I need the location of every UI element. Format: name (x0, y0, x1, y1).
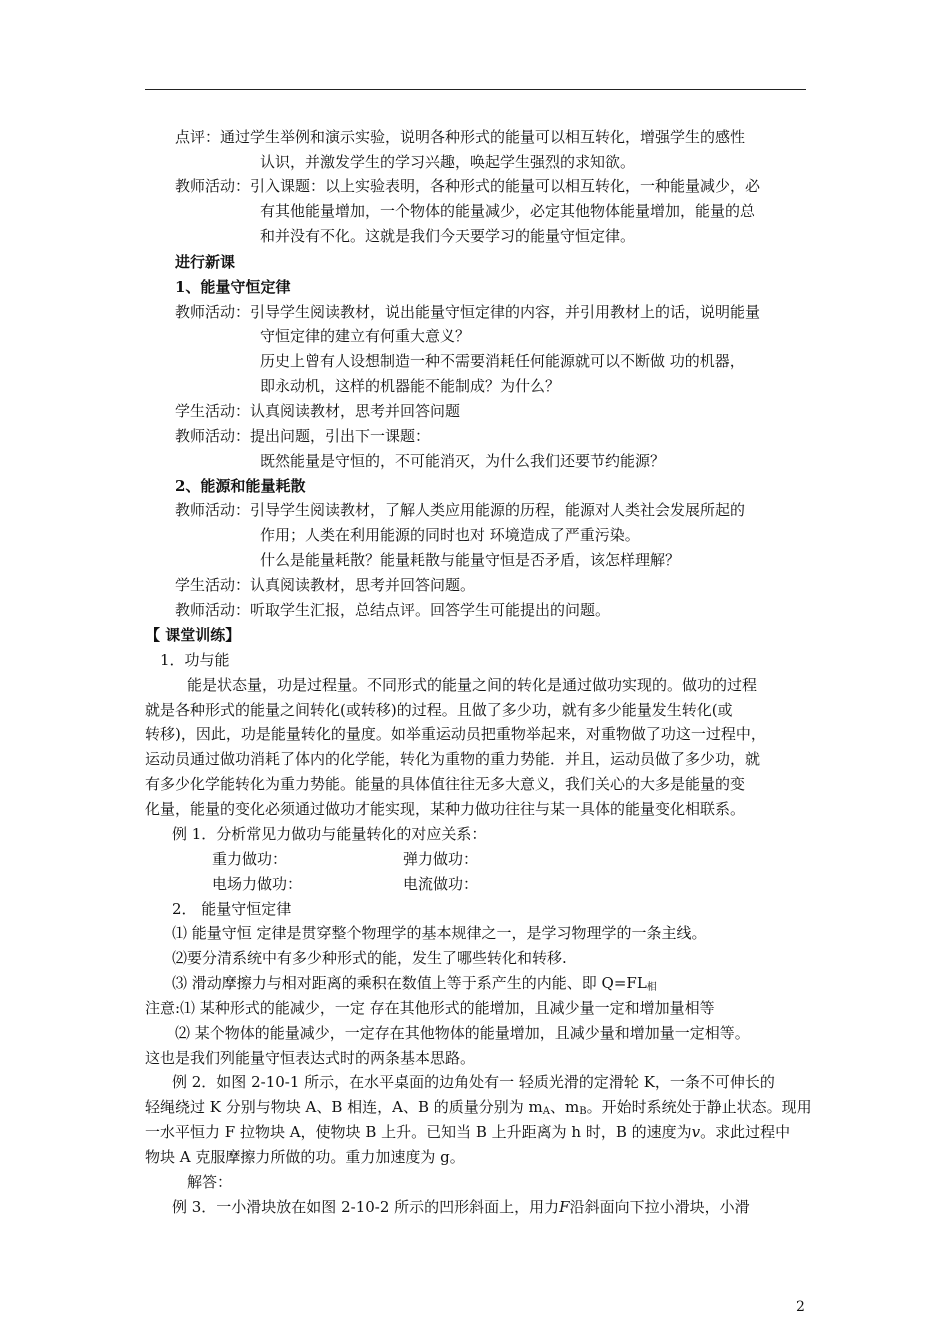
s2-teacher-line-1: 教师活动：引导学生阅读教材，了解人类应用能源的历程，能源对人类社会发展所起的 (175, 501, 746, 519)
header-rule (145, 89, 806, 90)
s2-teacher2-line: 教师活动：听取学生汇报，总结点评。回答学生可能提出的问题。 (175, 601, 611, 619)
s1-teacher2-line-1: 教师活动：提出问题，引出下一课题： (175, 427, 431, 445)
s1-teacher-line-2: 守恒定律的建立有何重大意义？ (260, 327, 471, 345)
s1-teacher-line-3: 历史上曾有人设想制造一种不需要消耗任何能源就可以不断做 功的机器， (260, 352, 745, 370)
example-2-line-3: 一水平恒力 F 拉物块 A，使物块 B 上升。已知当 B 上升距离为 h 时，B 的速度为v。求此过程中 (145, 1123, 791, 1141)
new-lesson-heading: 进行新课 (175, 253, 236, 271)
s1-teacher-line-1: 教师活动：引导学生阅读教材，说出能量守恒定律的内容，并引用教材上的话，说明能量 (175, 303, 761, 321)
example-1-elastic: 弹力做功： (403, 850, 479, 868)
p1-line-6: 化量，能量的变化必须通过做功才能实现，某种力做功往往与某一具体的能量变化相联系。 (145, 800, 746, 818)
example-1-gravity: 重力做功： (212, 850, 288, 868)
p2-title: 2． 能量守恒定律 (172, 900, 292, 918)
example-1-electric-field: 电场力做功： (212, 875, 303, 893)
section-2-heading: 2、能源和能量耗散 (175, 477, 306, 495)
review-line-2: 认识，并激发学生的学习兴趣，唤起学生强烈的求知欲。 (260, 153, 636, 171)
p1-line-4: 运动员通过做功消耗了体内的化学能，转化为重物的重力势能．并且，运动员做了多少功，就 (145, 750, 761, 768)
intro-line-1: 教师活动：引入课题：以上实验表明，各种形式的能量可以相互转化，一种能量减少，必 (175, 177, 761, 195)
section-1-heading: 1、能量守恒定律 (175, 278, 291, 296)
note-line-3: 这也是我们列能量守恒表达式时的两条基本思路。 (145, 1049, 476, 1067)
intro-line-2: 有其他能量增加，一个物体的能量减少，必定其他物体能量增加，能量的总 (260, 202, 756, 220)
example-3-line-1: 例 3．一小滑块放在如图 2-10-2 所示的凹形斜面上，用力F沿斜面向下拉小滑块，小滑 (172, 1198, 750, 1216)
s1-teacher-line-4: 即永动机，这样的机器能不能制成？为什么？ (260, 377, 561, 395)
example-2-line-1: 例 2．如图 2-10-1 所示，在水平桌面的边角处有一 轻质光滑的定滑轮 K，一条不可伸长的 (172, 1073, 775, 1091)
p2-item-2: ⑵要分清系统中有多少种形式的能，发生了哪些转化和转移. (172, 949, 567, 967)
p1-line-1: 能是状态量，功是过程量。不同形式的能量之间的转化是通过做功实现的。做功的过程 (187, 676, 758, 694)
p2-item-3: ⑶ 滑动摩擦力与相对距离的乘积在数值上等于系产生的内能、即 $Q=FL_相$ (172, 974, 657, 993)
example-2-line-2: 轻绳绕过 K 分别与物块 A、B 相连，A、B 的质量分别为 $m_A$、$m_B$。开始时系统处于静止状态。现用 (145, 1098, 812, 1117)
note-line-2: ⑵ 某个物体的能量减少，一定存在其他物体的能量增加，且减少量和增加量一定相等。 (175, 1024, 750, 1042)
example-2-line-4: 物块 A 克服摩擦力所做的功。重力加速度为 g。 (145, 1148, 465, 1166)
page-number: 2 (796, 1299, 805, 1315)
s1-student-line: 学生活动：认真阅读教材，思考并回答问题 (175, 402, 461, 420)
review-line-1: 点评：通过学生举例和演示实验，说明各种形式的能量可以相互转化，增强学生的感性 (175, 128, 746, 146)
training-heading: 【 课堂训练】 (145, 626, 241, 644)
p1-line-2: 就是各种形式的能量之间转化(或转移)的过程。且做了多少功，就有多少能量发生转化(或 (145, 701, 733, 719)
note-line-1: 注意:⑴ 某种形式的能减少，一定 存在其他形式的能增加，且减少量一定和增加量相等 (145, 999, 715, 1017)
s2-teacher-line-3: 什么是能量耗散？能量耗散与能量守恒是否矛盾，该怎样理解？ (260, 551, 681, 569)
p1-line-5: 有多少化学能转化为重力势能。能量的具体值往往无多大意义，我们关心的大多是能量的变 (145, 775, 746, 793)
answer-label: 解答： (187, 1173, 233, 1191)
s1-teacher2-line-2: 既然能量是守恒的，不可能消灭，为什么我们还要节约能源？ (260, 452, 666, 470)
p1-line-3: 转移)，因此，功是能量转化的量度。如举重运动员把重物举起来，对重物做了功这一过程中， (145, 725, 766, 743)
p1-title: 1．功与能 (160, 651, 230, 669)
example-1: 例 1．分析常见力做功与能量转化的对应关系： (172, 825, 487, 843)
example-1-current: 电流做功： (403, 875, 479, 893)
s2-student-line: 学生活动：认真阅读教材，思考并回答问题。 (175, 576, 476, 594)
intro-line-3: 和并没有不化。这就是我们今天要学习的能量守恒定律。 (260, 227, 636, 245)
p2-item-1: ⑴ 能量守恒 定律是贯穿整个物理学的基本规律之一，是学习物理学的一条主线。 (172, 924, 707, 942)
s2-teacher-line-2: 作用；人类在利用能源的同时也对 环境造成了严重污染。 (260, 526, 640, 544)
